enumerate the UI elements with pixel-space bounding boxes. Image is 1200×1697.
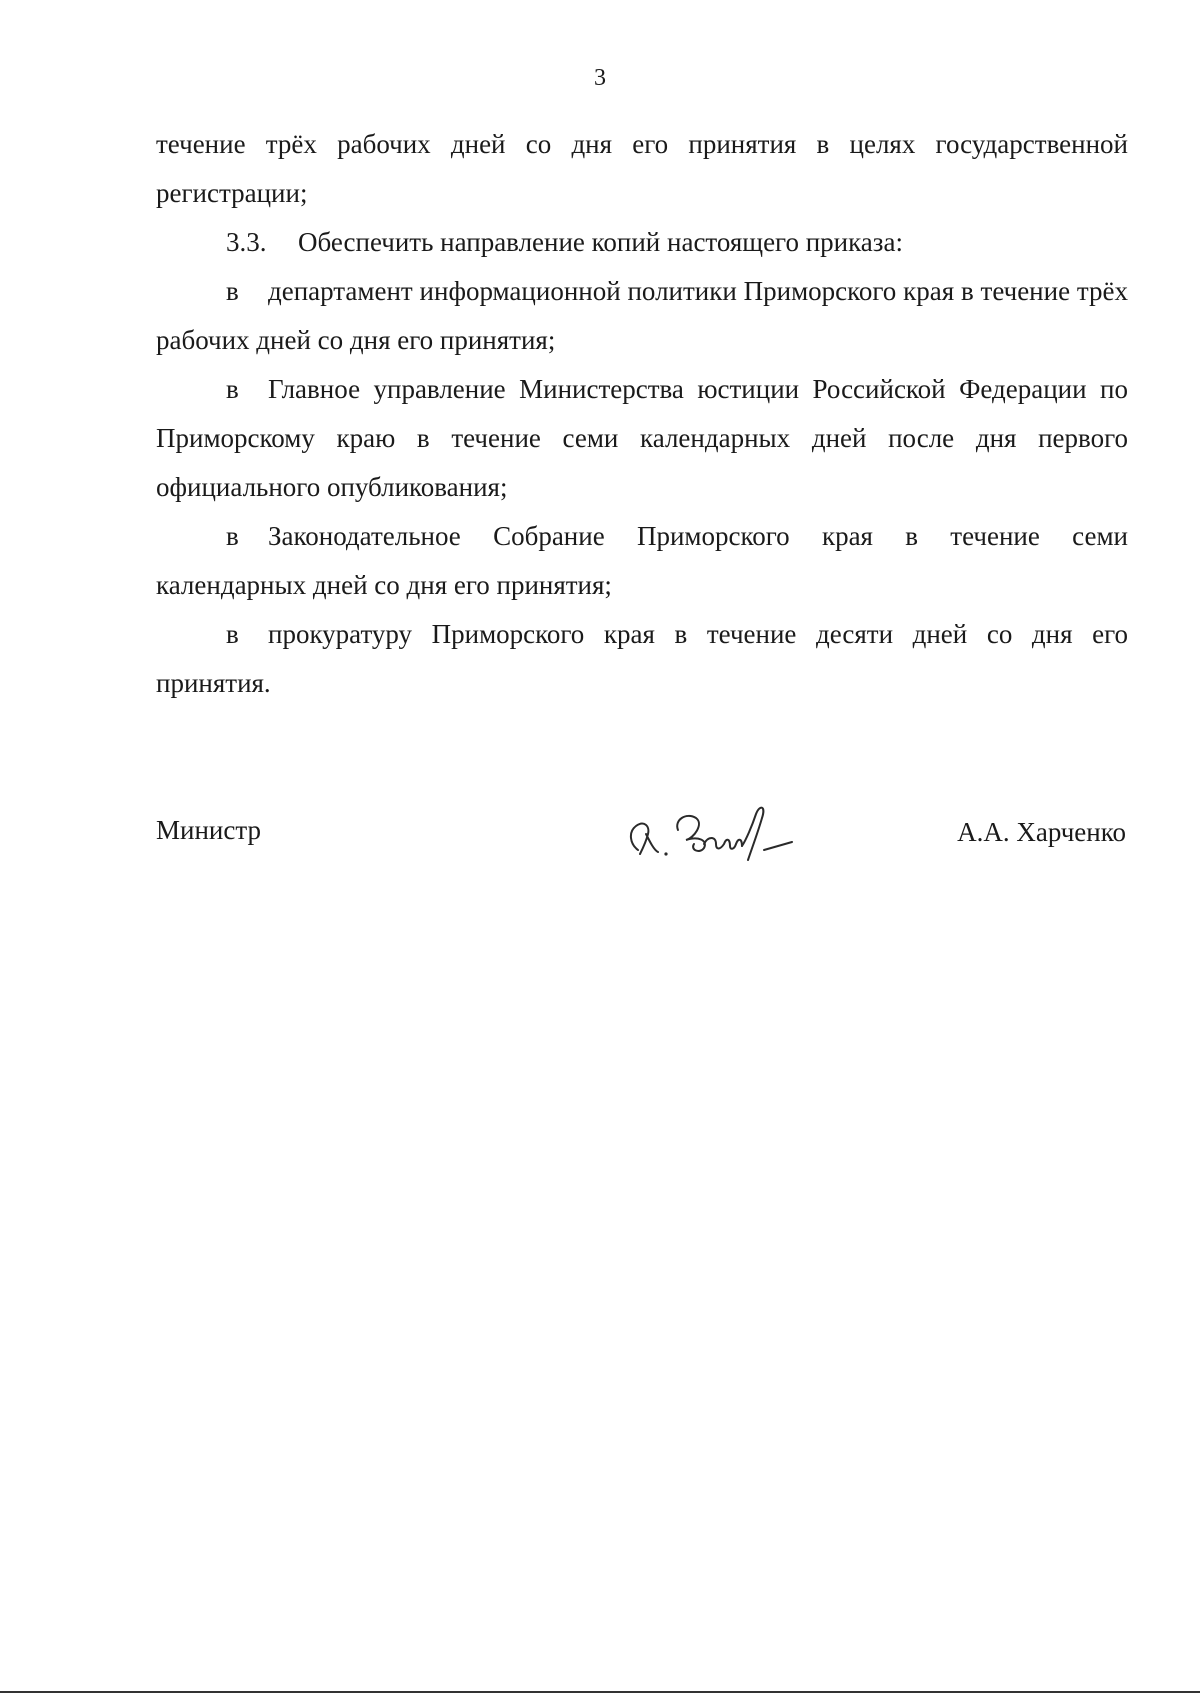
paragraph-item-3-3 [156,218,1128,267]
paragraph-recipient-prosecutor [156,610,1128,708]
signatory-title: Министр [156,815,261,845]
paragraph-recipient-assembly [156,512,1128,610]
item-marker: в [226,619,239,649]
paragraph-text: прокуратуру Приморского края в течение десяти дней со дня его принятия. [156,619,1128,698]
paragraph-text: Законодательное Собрание Приморского края в течение семи календарных дней со дня его принятия; [156,521,1128,600]
paragraph-text: департамент информационной политики Приморского края в течение трёх рабочих дней со дня его принятия; [156,276,1128,355]
item-number: 3.3. [226,227,267,257]
signature-block [156,800,1126,880]
document-body [156,120,1128,708]
handwritten-signature [616,800,816,866]
paragraph-continuation [156,120,1128,218]
paragraph-text: Главное управление Министерства юстиции Российской Федерации по Приморскому краю в течение семи календарных дней после дня первого официального опубликования; [156,374,1128,502]
item-marker: в [226,374,239,404]
paragraph-text: Обеспечить направление копий настоящего приказа: [298,227,903,257]
signatory-name: А.А. Харченко [957,817,1126,847]
paragraph-recipient-justice [156,365,1128,512]
page-bottom-rule [0,1691,1200,1693]
paragraph-recipient-info-policy [156,267,1128,365]
item-marker: в [226,521,239,551]
paragraph-text: течение трёх рабочих дней со дня его принятия в целях государственной регистрации; [156,129,1128,208]
item-marker: в [226,276,239,306]
page-number: 3 [594,65,606,91]
